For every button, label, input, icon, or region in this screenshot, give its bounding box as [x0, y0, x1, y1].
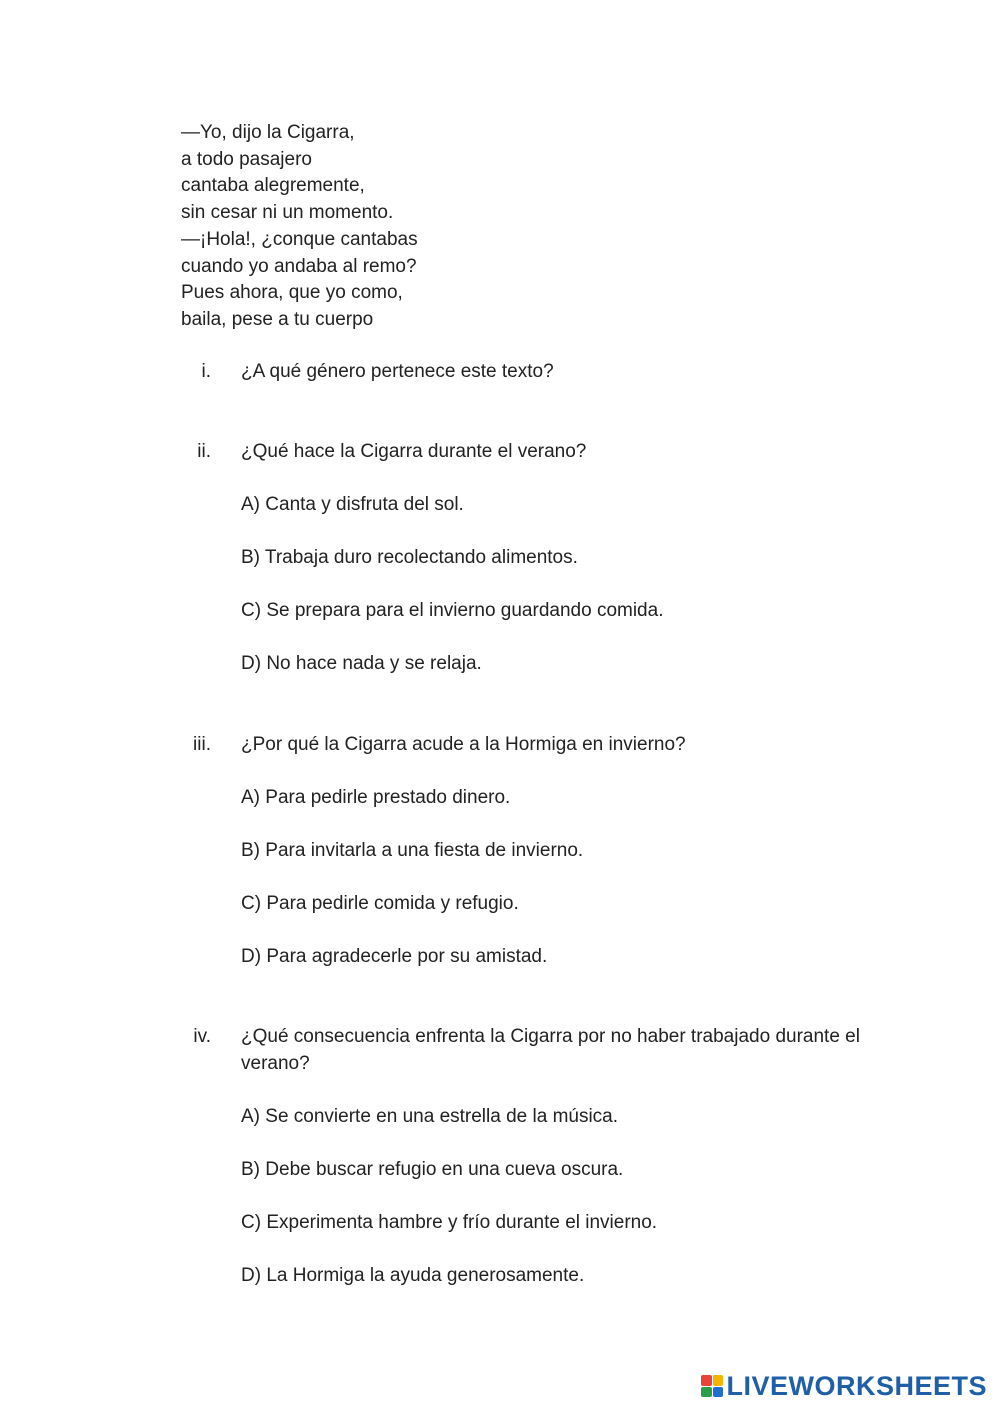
question-number: iii.	[193, 734, 211, 755]
poem-excerpt	[181, 120, 418, 334]
question-text: ¿Qué hace la Cigarra durante el verano?	[241, 441, 587, 462]
question-text: ¿Por qué la Cigarra acude a la Hormiga en invierno?	[241, 734, 686, 755]
answer-option-d[interactable]: D) La Hormiga la ayuda generosamente.	[241, 1265, 585, 1286]
poem-line: —¡Hola!, ¿conque cantabas	[181, 228, 418, 250]
answer-option-a[interactable]: A) Para pedirle prestado dinero.	[241, 787, 511, 808]
poem-line: cantaba alegremente,	[181, 175, 365, 197]
logo-square-green	[701, 1387, 712, 1398]
question-text: ¿Qué consecuencia enfrenta la Cigarra por no haber trabajado durante el verano?	[241, 1026, 860, 1074]
answer-option-b[interactable]: B) Para invitarla a una fiesta de invierno.	[241, 840, 584, 861]
poem-line: Pues ahora, que yo como,	[181, 282, 403, 304]
question-number: i.	[201, 361, 211, 382]
brand-name: LIVEWORKSHEETS	[726, 1370, 987, 1401]
poem-line: baila, pese a tu cuerpo	[181, 308, 374, 330]
answer-option-a[interactable]: A) Canta y disfruta del sol.	[241, 494, 464, 515]
poem-line: cuando yo andaba al remo?	[181, 255, 417, 277]
poem-line: —Yo, dijo la Cigarra,	[181, 122, 355, 143]
logo-square-blue	[713, 1387, 724, 1398]
logo-square-red	[701, 1375, 712, 1386]
poem-line: sin cesar ni un momento.	[181, 202, 394, 224]
logo-square-yellow	[713, 1375, 724, 1386]
liveworksheets-logo	[701, 1370, 987, 1402]
question-number: iv.	[193, 1026, 211, 1047]
answer-option-b[interactable]: B) Debe buscar refugio en una cueva oscura.	[241, 1159, 624, 1180]
answer-option-c[interactable]: C) Experimenta hambre y frío durante el invierno.	[241, 1212, 658, 1233]
liveworksheets-logo-icon	[701, 1375, 723, 1397]
poem-line: a todo pasajero	[181, 148, 312, 170]
answer-option-c[interactable]: C) Se prepara para el invierno guardando comida.	[241, 600, 664, 621]
answer-option-a[interactable]: A) Se convierte en una estrella de la música.	[241, 1106, 619, 1127]
answer-option-b[interactable]: B) Trabaja duro recolectando alimentos.	[241, 547, 578, 568]
answer-option-d[interactable]: D) Para agradecerle por su amistad.	[241, 946, 548, 967]
answer-option-d[interactable]: D) No hace nada y se relaja.	[241, 653, 482, 674]
question-number: ii.	[197, 441, 211, 462]
answer-option-c[interactable]: C) Para pedirle comida y refugio.	[241, 893, 519, 914]
question-text: ¿A qué género pertenece este texto?	[241, 361, 554, 382]
